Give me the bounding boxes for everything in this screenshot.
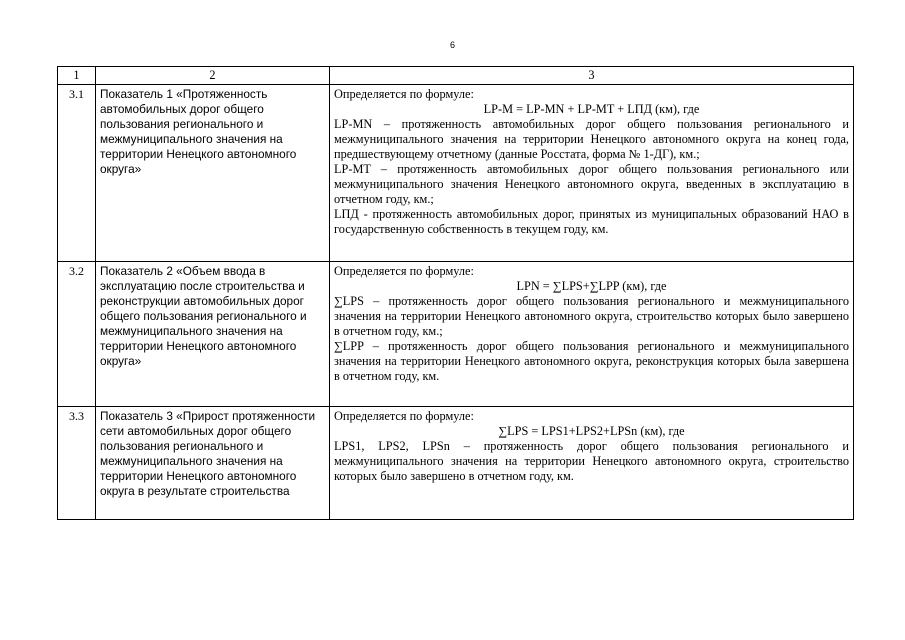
page-number: 6 (449, 40, 455, 50)
definition-cell (330, 262, 854, 407)
header-col-3: 3 (330, 67, 854, 85)
row-number: 3.2 (58, 262, 96, 407)
row-number: 3.1 (58, 85, 96, 262)
formula-intro: Определяется по формуле: (334, 409, 474, 423)
variable-definition: ∑LPP – протяженность дорог общего пользования регионального и межмуниципального значения на территории Ненецкого автономного округа, реконструкция которых была завершена в отчетном году, км. (334, 339, 849, 383)
variable-definition: LПД - протяженность автомобильных дорог, принятых из муниципальных образований НАО в государственную собственность в текущем году, км. (334, 207, 849, 236)
indicator-table (57, 66, 854, 520)
formula: LP-M = LP-MN + LP-MT + LПД (км), где (483, 102, 700, 116)
formula: LPN = ∑LPS+∑LPP (км), где (516, 279, 667, 293)
definition-cell (330, 85, 854, 262)
variable-definition: LPS1, LPS2, LPSn – протяженность дорог общего пользования регионального и межмуниципального значения на территории Ненецкого автономного округа, строительство которых было завершено в отчетном году, км. (334, 439, 849, 483)
formula-intro: Определяется по формуле: (334, 264, 474, 278)
table-row (58, 407, 854, 520)
table-header-row (58, 67, 854, 85)
indicator-name: Показатель 2 «Объем ввода в эксплуатацию после строительства и реконструкции автомобильных дорог общего пользования регионального и межмуниципального значения на территории Ненецкого автономного округа» (96, 262, 330, 407)
formula: ∑LPS = LPS1+LPS2+LPSn (км), где (498, 424, 685, 438)
header-col-2: 2 (96, 67, 330, 85)
variable-definition: LP-MN – протяженность автомобильных дорог общего пользования регионального и межмуниципального значения на территории Ненецкого автономного округа на конец года, предшествующему отчетному (данные Росстата, форма № 1-ДГ), км.; (334, 117, 849, 161)
row-number: 3.3 (58, 407, 96, 520)
indicator-name: Показатель 3 «Прирост протяженности сети автомобильных дорог общего пользования регионального и межмуниципального значения на территории Ненецкого автономного округа в результате строительства (96, 407, 330, 520)
formula-intro: Определяется по формуле: (334, 87, 474, 101)
definition-cell (330, 407, 854, 520)
table-row (58, 262, 854, 407)
variable-definition: ∑LPS – протяженность дорог общего пользования регионального и межмуниципального значения на территории Ненецкого автономного округа, строительство которых было завершено в отчетном году, км.; (334, 294, 849, 338)
variable-definition: LP-MT – протяженность автомобильных дорог общего пользования регионального или межмуниципального значения Ненецкого автономного округа, введенных в эксплуатацию в отчетном году, км.; (334, 162, 849, 206)
indicator-name: Показатель 1 «Протяженность автомобильных дорог общего пользования регионального и межмуниципального значения на территории Ненецкого автономного округа» (96, 85, 330, 262)
table-row (58, 85, 854, 262)
header-col-1: 1 (58, 67, 96, 85)
